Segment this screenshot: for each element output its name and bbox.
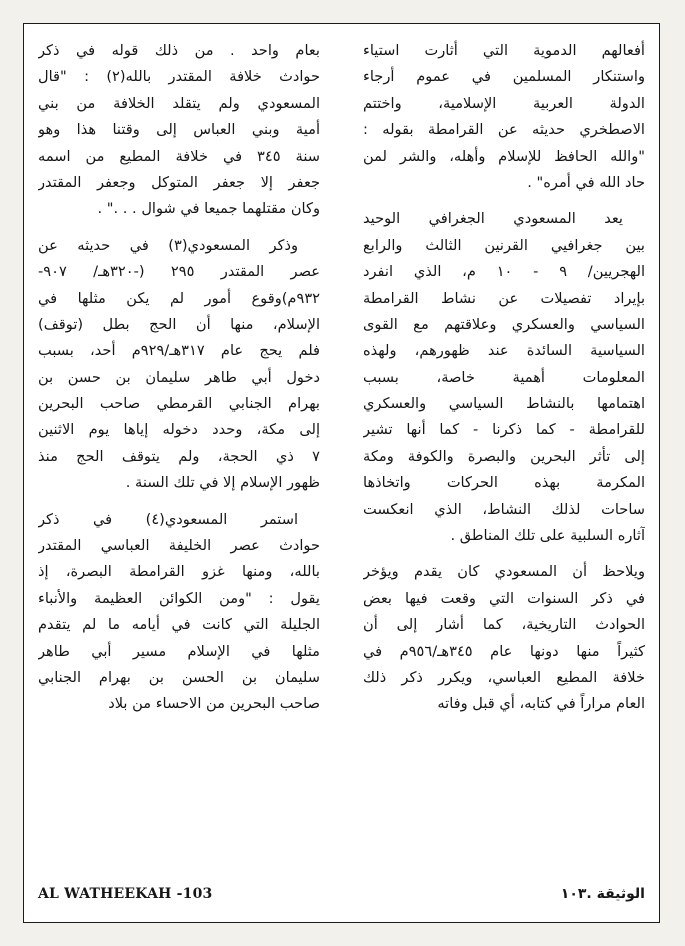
text-line: سنة ٣٤٥ في خلافة المطيع من اسمه: [38, 147, 320, 165]
journal-name-page-number: AL WATHEEKAH -103: [38, 886, 213, 902]
text-line: بين جغرافيي القرنين الثالث والرابع: [363, 236, 645, 254]
text-line: أمية وبني العباس إلى وقتنا هذا وهو: [38, 121, 320, 139]
text-line: جعفر إلا جعفر المتوكل وجعفر المقتدر: [38, 173, 320, 191]
text-line: الحوادث التاريخية، كما أشار إلى أن: [363, 616, 645, 634]
page-footer: [38, 886, 645, 910]
text-line: وكان مقتلهما جميعا في شوال . . ." .: [97, 200, 320, 218]
text-line: إلى مكة، وحدد دخوله إياها يوم الاثنين: [38, 421, 320, 439]
text-line: عصر المقتدر ٢٩٥ (-٣٢٠هـ/ ٩٠٧-: [38, 263, 320, 281]
right-column: [363, 38, 645, 728]
text-line: بعام واحد . من ذلك قوله في ذكر: [38, 42, 320, 59]
text-line: خلافة المطيع العباسي، ويكرر ذكر ذلك: [363, 668, 645, 686]
text-line: المسعودي ولم يتقلد الخلافة من بني: [38, 94, 320, 112]
paragraph: [38, 233, 320, 497]
text-line: حوادث خلافة المقتدر بالله(٢) : "قال: [38, 68, 320, 86]
text-line: بهرام الجنابي القرمطي صاحب البحرين: [38, 395, 320, 413]
text-line: واستنكار المسلمين في عموم أرجاء: [363, 68, 645, 86]
left-column: [38, 38, 320, 728]
text-line: دخول أبي طاهر سليمان بن حسن بن: [38, 368, 320, 386]
text-line: يقول : "ومن الكوائن العظيمة والأنباء: [38, 589, 320, 607]
text-line: العام مراراً في كتابه، أي قبل وفاته: [437, 695, 645, 713]
text-line: فلم يحج عام ٣١٧هـ/٩٢٩م أحد، بسبب: [38, 342, 320, 360]
text-line: ٩٣٢م)وقوع أمور لم يكن مثلها في: [38, 289, 320, 307]
text-line: ساحات لذلك النشاط، الذي انعكست: [363, 500, 645, 518]
text-line: مثلها في الإسلام مسير أبي طاهر: [38, 642, 320, 660]
text-line: أفعالهم الدموية التي أثارت استياء: [363, 42, 645, 59]
text-line: الدولة العربية الإسلامية، واختتم: [363, 94, 645, 112]
text-line: ظهور الإسلام إلا في تلك السنة .: [125, 474, 320, 492]
text-line: ويلاحظ أن المسعودي كان يقدم ويؤخر: [363, 563, 645, 581]
text-line: حوادث عصر الخليفة العباسي المقتدر: [38, 537, 320, 555]
paragraph: [38, 38, 320, 223]
text-line: بإيراد تفصيلات عن نشاط القرامطة: [363, 289, 645, 307]
text-line: الجليلة التي كانت في أيامه ما لم يتقدم: [38, 616, 320, 634]
paragraph: [363, 206, 645, 549]
text-line: الهجريين/ ٩ - ١٠ م، الذي انفرد: [363, 263, 645, 281]
text-line: استمر المسعودي(٤) في ذكر: [38, 510, 298, 528]
text-line: سليمان بن الحسن بن بهرام الجنابي: [38, 668, 320, 686]
text-line: في ذكر السنوات التي وقعت فيها بعض: [363, 589, 645, 607]
text-line: المكرمة بهذه الحركات واتخاذها: [363, 474, 645, 492]
text-line: بالله، ومنها غزو القرامطة البصرة، إذ: [38, 563, 320, 581]
paragraph: [363, 559, 645, 717]
text-line: ٧ ذي الحجة، ولم يتوقف الحج منذ: [38, 447, 320, 465]
text-line: "والله الحافظ للإسلام وأهله، والشر لمن: [363, 147, 645, 165]
journal-name-arabic-page-number: الوثيقة .١٠٣: [560, 886, 645, 902]
text-line: آثاره السلبية على تلك المناطق .: [450, 527, 645, 545]
text-line: السياسية السائدة عند ظهورهم، ولهذه: [363, 342, 645, 360]
text-line: وذكر المسعودي(٣) في حديثه عن: [38, 236, 298, 254]
text-line: اهتمامها بالنشاط السياسي والعسكري: [363, 395, 645, 413]
document-page: [23, 23, 660, 923]
text-line: الاصطخري حديثه عن القرامطة بقوله :: [363, 121, 645, 139]
text-line: الإسلام، منها أن الحج بطل (توقف): [38, 315, 320, 333]
text-line: يعد المسعودي الجغرافي الوحيد: [363, 210, 623, 228]
text-line: كثيراً منها دونها عام ٣٤٥هـ/٩٥٦م في: [363, 642, 645, 660]
text-line: للقرامطة - كما ذكرنا - كما أنها تشير: [363, 421, 645, 439]
text-line: إلى تأثر البحرين والبصرة والكوفة ومكة: [363, 447, 645, 465]
text-line: السياسي والعسكري وعلاقتهم مع القوى: [363, 315, 645, 333]
text-line: صاحب البحرين من الاحساء من بلاد: [108, 695, 320, 713]
text-line: المعلومات أهمية خاصة، بسبب: [363, 368, 645, 386]
text-line: حاد الله في أمره" .: [527, 173, 645, 191]
paragraph: [363, 38, 645, 196]
paragraph: [38, 507, 320, 718]
